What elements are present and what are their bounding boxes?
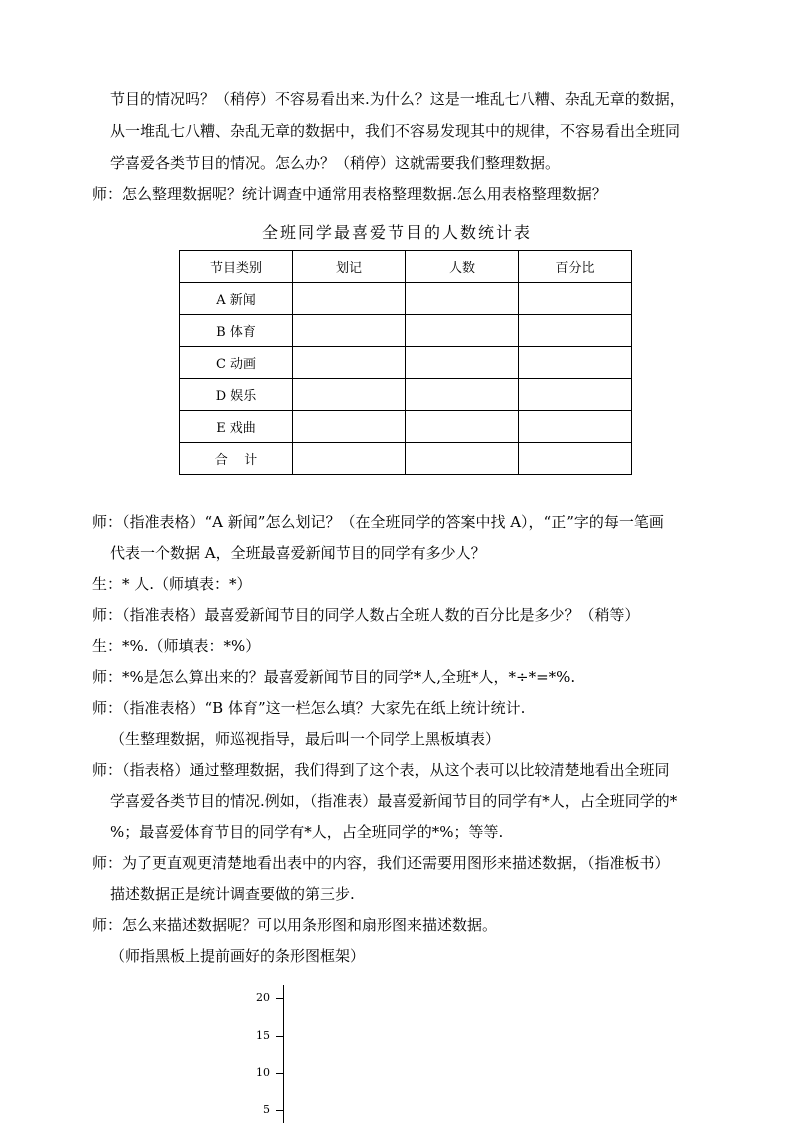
table-row — [180, 283, 632, 315]
paragraph-line-18: 师：怎么来描述数据呢？可以用条形图和扇形图来描述数据。 — [92, 916, 498, 934]
paragraph-line-7: 生：* 人.（师填表：*） — [92, 575, 252, 593]
row-label: B 体育 — [180, 315, 293, 347]
y-axis — [283, 985, 284, 1123]
paragraph-line-10: 师：*%是怎么算出来的？最喜爱新闻节目的同学*人,全班*人，*÷*=*%. — [92, 668, 576, 686]
row-label: E 戏曲 — [180, 411, 293, 443]
table-row — [180, 379, 632, 411]
percent-cell — [519, 347, 632, 379]
y-tick-label: 5 — [263, 1103, 270, 1116]
y-tick-label: 20 — [256, 991, 270, 1004]
paragraph-line-9: 生：*%.（师填表：*%） — [92, 637, 261, 655]
table-total-row — [180, 443, 632, 475]
count-cell — [406, 443, 519, 475]
percent-cell — [519, 315, 632, 347]
y-tick-mark — [276, 1073, 284, 1074]
y-tick-mark — [276, 1036, 284, 1037]
paragraph-line-8: 师：（指准表格）最喜爱新闻节目的同学人数占全班人数的百分比是多少？（稍等） — [92, 606, 640, 624]
paragraph-line-16: 师：为了更直观更清楚地看出表中的内容，我们还需要用图形来描述数据，（指准板书） — [92, 854, 670, 872]
table-header-row — [180, 251, 632, 283]
row-label: D 娱乐 — [180, 379, 293, 411]
paragraph-line-14: 学喜爱各类节目的情况.例如，（指准表）最喜爱新闻节目的同学有*人，占全班同学的* — [110, 792, 678, 810]
paragraph-line-17: 描述数据正是统计调查要做的第三步. — [110, 885, 355, 903]
tally-cell — [293, 443, 406, 475]
paragraph-line-12: （生整理数据，师巡视指导，最后叫一个同学上黑板填表） — [110, 730, 501, 748]
percent-cell — [519, 283, 632, 315]
table-row — [180, 347, 632, 379]
tally-cell — [293, 315, 406, 347]
paragraph-line-1: 节目的情况吗？（稍停）不容易看出来.为什么？这是一堆乱七八糟、杂乱无章的数据， — [110, 90, 685, 108]
tally-cell — [293, 347, 406, 379]
header-percent: 百分比 — [519, 251, 632, 283]
paragraph-line-5: 师：（指准表格）“A 新闻”怎么划记？（在全班同学的答案中找 A），“正”字的每一笔画 — [92, 513, 664, 531]
header-tally: 划记 — [293, 251, 406, 283]
paragraph-line-2: 从一堆乱七八糟、杂乱无章的数据中，我们不容易发现其中的规律，不容易看出全班同 — [110, 122, 681, 140]
paragraph-line-15: %；最喜爱体育节目的同学有*人，占全班同学的*%；等等. — [110, 823, 504, 841]
table-row — [180, 315, 632, 347]
y-tick-label: 15 — [256, 1029, 270, 1042]
paragraph-line-4: 师：怎么整理数据呢？统计调查中通常用表格整理数据.怎么用表格整理数据？ — [92, 185, 607, 203]
tally-cell — [293, 283, 406, 315]
paragraph-line-13: 师：（指表格）通过整理数据，我们得到了这个表，从这个表可以比较清楚地看出全班同 — [92, 761, 670, 779]
paragraph-line-6: 代表一个数据 A，全班最喜爱新闻节目的同学有多少人？ — [110, 544, 486, 562]
y-tick-mark — [276, 1110, 284, 1111]
paragraph-line-3: 学喜爱各类节目的情况。怎么办？（稍停）这就需要我们整理数据。 — [110, 154, 561, 172]
count-cell — [406, 283, 519, 315]
count-cell — [406, 379, 519, 411]
header-category: 节目类别 — [180, 251, 293, 283]
percent-cell — [519, 411, 632, 443]
percent-cell — [519, 443, 632, 475]
percent-cell — [519, 379, 632, 411]
header-count: 人数 — [406, 251, 519, 283]
table-title: 全班同学最喜爱节目的人数统计表 — [261, 223, 532, 242]
y-tick-mark — [276, 998, 284, 999]
row-label: A 新闻 — [180, 283, 293, 315]
total-label: 合 计 — [180, 443, 293, 475]
tally-cell — [293, 411, 406, 443]
row-label: C 动画 — [180, 347, 293, 379]
statistics-table — [179, 250, 632, 475]
count-cell — [406, 347, 519, 379]
y-tick-label: 10 — [256, 1066, 270, 1079]
count-cell — [406, 315, 519, 347]
tally-cell — [293, 379, 406, 411]
count-cell — [406, 411, 519, 443]
paragraph-line-19: （师指黑板上提前画好的条形图框架） — [110, 947, 366, 965]
table-row — [180, 411, 632, 443]
paragraph-line-11: 师：（指准表格）“B 体育”这一栏怎么填？大家先在纸上统计统计. — [92, 699, 526, 717]
